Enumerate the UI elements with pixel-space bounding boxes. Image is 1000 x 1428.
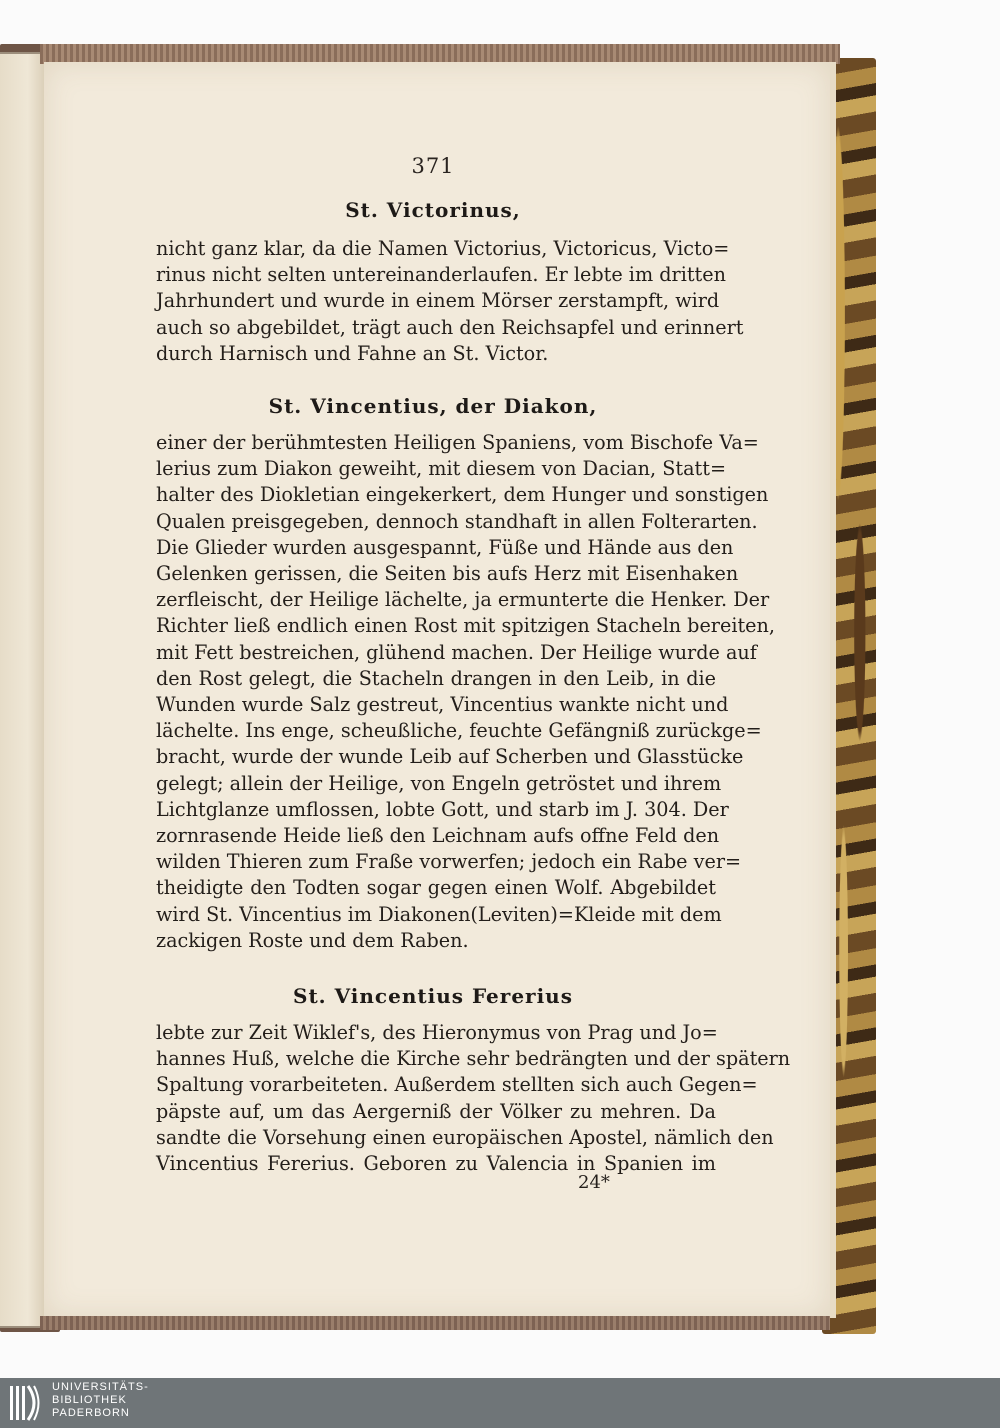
signature-mark: 24* <box>578 1172 610 1193</box>
text-line: Richter ließ endlich einen Rost mit spitzigen Stacheln bereiten, <box>156 614 775 638</box>
text-line: theidigte den Todten sogar gegen einen Wolf. Abgebildet <box>156 876 716 900</box>
text-line: den Rost gelegt, die Stacheln drangen in den Leib, in die <box>156 666 716 690</box>
text-line: mit Fett bestreichen, glühend machen. Der Heilige wurde auf <box>156 640 757 664</box>
text-line: wird St. Vincentius im Diakonen(Leviten)=Kleide mit dem <box>156 902 722 926</box>
section-text-vincentius-fererius <box>156 1020 791 1177</box>
text-line: durch Harnisch und Fahne an St. Victor. <box>156 341 549 365</box>
library-logo-text <box>52 1381 149 1420</box>
logo-line: PADERBORN <box>52 1407 130 1419</box>
text-line: bracht, wurde der wunde Leib auf Scherben und Glasstücke <box>156 745 744 769</box>
footer-bar <box>0 1378 1000 1428</box>
bottom-cover-edge <box>40 1316 830 1330</box>
left-page-edge <box>0 52 46 1328</box>
text-line: wilden Thieren zum Fraße vorwerfen; jedoch ein Rabe ver= <box>156 850 742 874</box>
text-line: zerfleischt, der Heilige lächelte, ja ermunterte die Henker. Der <box>156 588 770 612</box>
text-line: rinus nicht selten untereinanderlaufen. Er lebte im dritten <box>156 263 726 287</box>
text-line: lebte zur Zeit Wiklef's, des Hieronymus von Prag und Jo= <box>156 1021 718 1044</box>
text-line: Gelenken gerissen, die Seiten bis aufs Herz mit Eisenhaken <box>156 562 739 586</box>
top-cover-edge <box>40 44 840 64</box>
logo-line: BIBLIOTHEK <box>52 1394 127 1406</box>
text-line: halter des Diokletian eingekerkert, dem Hunger und sonstigen <box>156 483 769 507</box>
section-heading-victorinus: St. Victorinus, <box>345 198 521 222</box>
text-line: lächelte. Ins enge, scheußliche, feuchte Gefängniß zurückge= <box>156 719 762 743</box>
text-line: gelegt; allein der Heilige, von Engeln getröstet und ihrem <box>156 771 722 795</box>
text-line: zornrasende Heide ließ den Leichnam aufs offne Feld den <box>156 824 720 848</box>
text-line: Wunden wurde Salz gestreut, Vincentius wankte nicht und <box>156 693 729 717</box>
section-heading-vincentius-fererius: St. Vincentius Fererius <box>293 984 573 1008</box>
text-line: nicht ganz klar, da die Namen Victorius, Victoricus, Victo= <box>156 237 730 260</box>
section-heading-vincentius-diakon: St. Vincentius, der Diakon, <box>268 394 598 418</box>
page-number: 371 <box>411 154 455 178</box>
text-line: Jahrhundert und wurde in einem Mörser zerstampft, wird <box>156 289 720 313</box>
text-line: lerius zum Diakon geweiht, mit diesem von Dacian, Statt= <box>156 457 727 481</box>
text-line: einer der berühmtesten Heiligen Spaniens, vom Bischofe Va= <box>156 431 759 454</box>
text-line: Lichtglanze umflossen, lobte Gott, und starb im J. 304. Der <box>156 797 729 821</box>
logo-line: UNIVERSITÄTS- <box>52 1381 149 1393</box>
text-line: zackigen Roste und dem Raben. <box>156 928 469 952</box>
text-line: hannes Huß, welche die Kirche sehr bedrängten und der spätern <box>156 1047 791 1071</box>
text-line: päpste auf, um das Aergerniß der Völker zu mehren. Da <box>156 1099 716 1123</box>
section-text-victorinus <box>156 236 744 367</box>
text-line: sandte die Vorsehung einen europäischen Apostel, nämlich den <box>156 1125 774 1149</box>
text-line: auch so abgebildet, trägt auch den Reichsapfel und erinnert <box>156 315 744 339</box>
text-line: Qualen preisgegeben, dennoch standhaft in allen Folterarten. <box>156 509 758 533</box>
library-logo-icon <box>10 1384 42 1422</box>
section-text-vincentius-diakon <box>156 430 775 954</box>
text-line: Spaltung vorarbeiteten. Außerdem stellten sich auch Gegen= <box>156 1073 758 1097</box>
text-line: Vincentius Fererius. Geboren zu Valencia in Spanien im <box>156 1152 716 1176</box>
text-line: Die Glieder wurden ausgespannt, Füße und Hände aus den <box>156 535 734 559</box>
